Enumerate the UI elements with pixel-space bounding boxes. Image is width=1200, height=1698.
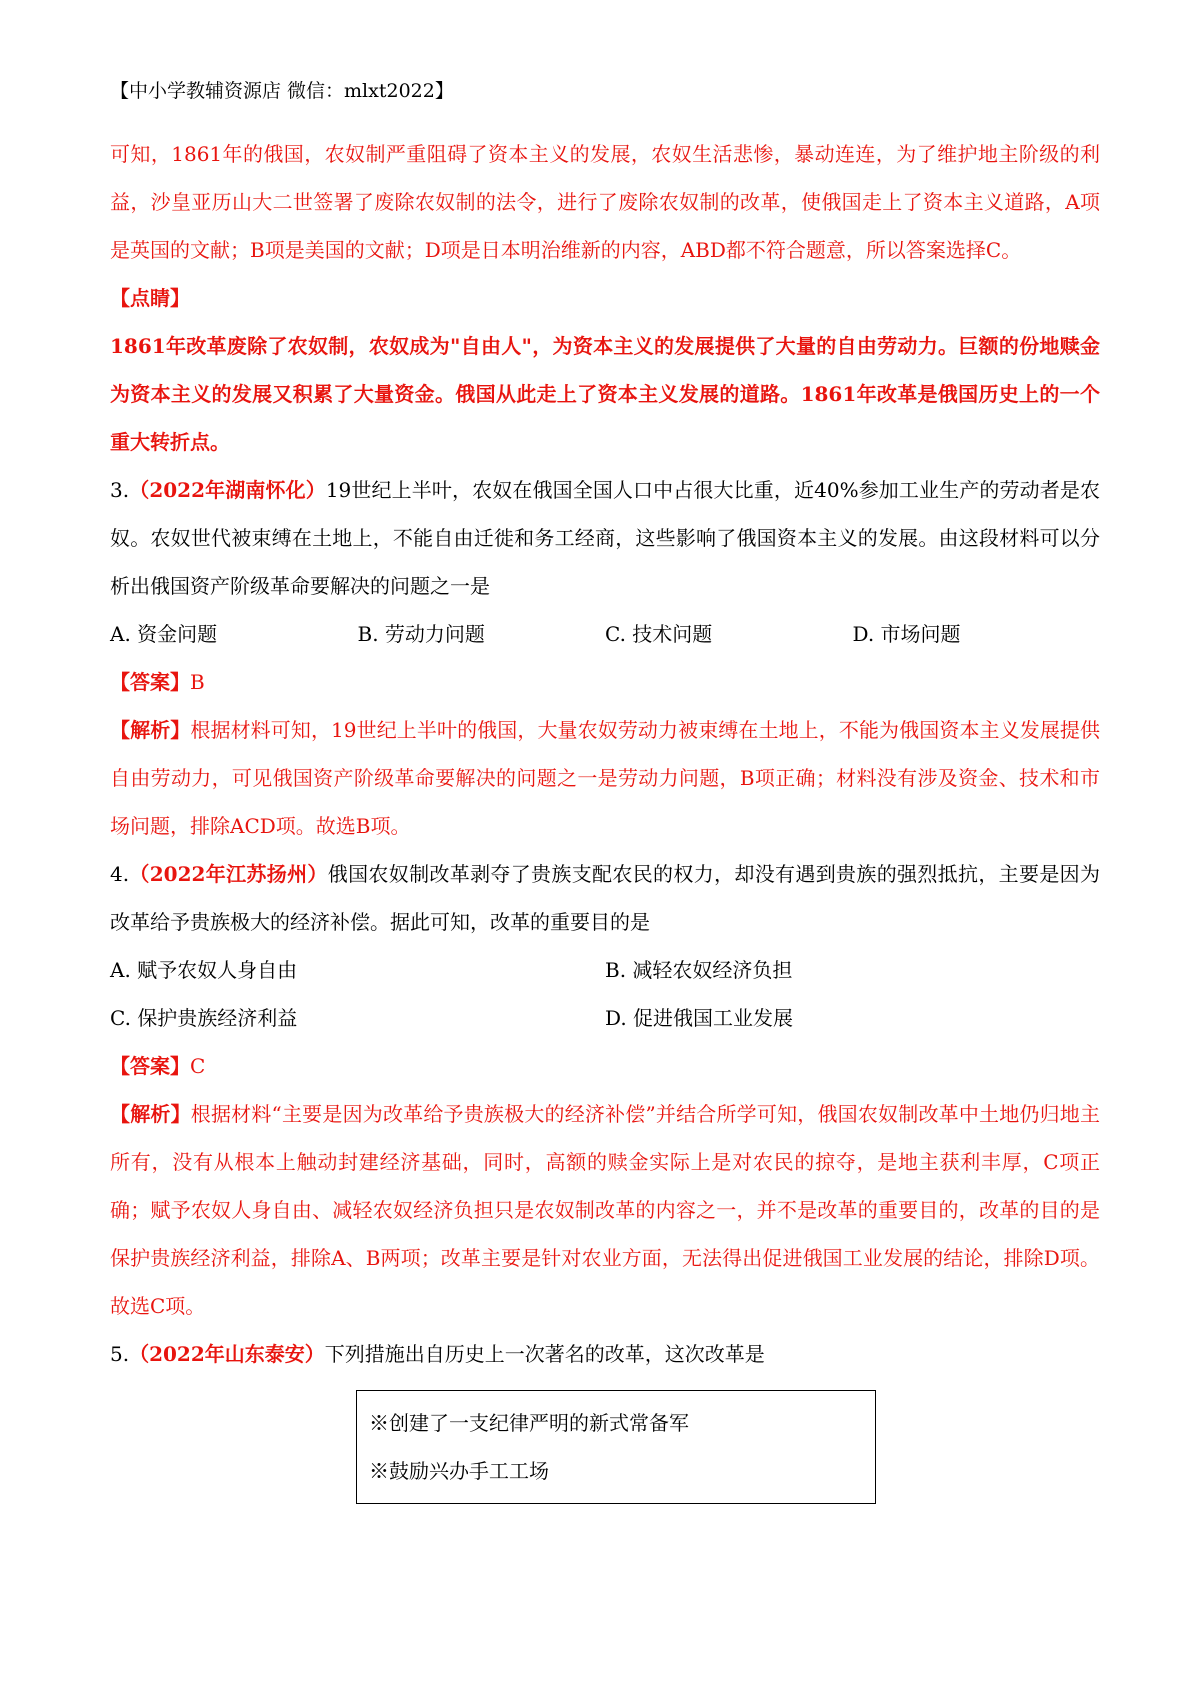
question-5 — [110, 1330, 1100, 1378]
question-3-answer — [110, 658, 1100, 706]
page-header: 【中小学教辅资源店 微信：mlxt2022】 — [110, 80, 454, 102]
analysis-label: 【解析】 — [110, 718, 191, 742]
question-source: （2022年湖南怀化） — [129, 478, 326, 502]
analysis-text: 根据材料可知，19世纪上半叶的俄国，大量农奴劳动力被束缚在土地上，不能为俄国资本主义发展提供自由劳动力，可见俄国资产阶级革命要解决的问题之一是劳动力问题，B项正确；材料没有涉及资金、技术和市场问题，排除ACD项。故选B项。 — [110, 718, 1101, 838]
question-number: 4. — [110, 862, 130, 886]
answer-value: B — [190, 670, 205, 694]
question-4-options-row-1 — [110, 946, 1100, 994]
answer-value: C — [190, 1054, 206, 1078]
question-3-analysis — [110, 706, 1100, 850]
option-d: D. 市场问题 — [852, 622, 961, 646]
question-4-analysis — [110, 1090, 1100, 1330]
question-4-options-row-2 — [110, 994, 1100, 1042]
previous-analysis-text: 可知，1861年的俄国，农奴制严重阻碍了资本主义的发展，农奴生活悲惨，暴动连连，为了维护地主阶级的利益，沙皇亚历山大二世签署了废除农奴制的法令，进行了废除农奴制的改革，使俄国走上了资本主义道路，A项是英国的文献；B项是美国的文献；D项是日本明治维新的内容，ABD都不符合题意，所以答案选择C。 — [110, 142, 1100, 262]
question-stem: 下列措施出自历史上一次著名的改革，这次改革是 — [324, 1342, 765, 1366]
material-item: ※创建了一支纪律严明的新式常备军 — [369, 1411, 689, 1435]
question-4-answer — [110, 1042, 1100, 1090]
option-b: B. 劳动力问题 — [357, 622, 485, 646]
option-d: D. 促进俄国工业发展 — [605, 1006, 794, 1030]
dianjing-label: 【点睛】 — [110, 286, 190, 310]
question-source: （2022年山东泰安） — [129, 1342, 325, 1366]
question-number: 3. — [110, 478, 130, 502]
question-3 — [110, 466, 1100, 610]
question-number: 5. — [110, 1342, 130, 1366]
question-source: （2022年江苏扬州） — [129, 862, 328, 886]
document-page — [110, 78, 1100, 1504]
dianjing-text: 1861年改革废除了农奴制，农奴成为"自由人"，为资本主义的发展提供了大量的自由劳动力。巨额的份地赎金为资本主义的发展又积累了大量资金。俄国从此走上了资本主义发展的道路。1861年改革是俄国历史上的一个重大转折点。 — [110, 334, 1100, 454]
analysis-label: 【解析】 — [110, 1102, 191, 1126]
answer-label: 【答案】 — [110, 1054, 190, 1078]
option-c: C. 保护贵族经济利益 — [110, 1006, 298, 1030]
option-a: A. 资金问题 — [110, 622, 218, 646]
question-3-options — [110, 610, 1100, 658]
question-stem: 19世纪上半叶，农奴在俄国全国人口中占很大比重，近40%参加工业生产的劳动者是农奴。农奴世代被束缚在土地上，不能自由迁徙和务工经商，这些影响了俄国资本主义的发展。由这段材料可以分析出俄国资产阶级革命要解决的问题之一是 — [110, 478, 1100, 598]
option-a: A. 赋予农奴人身自由 — [110, 958, 298, 982]
analysis-text: 根据材料“主要是因为改革给予贵族极大的经济补偿”并结合所学可知，俄国农奴制改革中土地仍归地主所有，没有从根本上触动封建经济基础，同时，高额的赎金实际上是对农民的掠夺，是地主获利丰厚，C项正确；赋予农奴人身自由、减轻农奴经济负担只是农奴制改革的内容之一，并不是改革的重要目的，改革的目的是保护贵族经济利益，排除A、B两项；改革主要是针对农业方面，无法得出促进俄国工业发展的结论，排除D项。故选C项。 — [110, 1102, 1100, 1318]
option-b: B. 减轻农奴经济负担 — [605, 958, 793, 982]
question-stem: 俄国农奴制改革剥夺了贵族支配农民的权力，却没有遇到贵族的强烈抵抗，主要是因为改革给予贵族极大的经济补偿。据此可知，改革的重要目的是 — [110, 862, 1101, 934]
material-item: ※鼓励兴办手工工场 — [369, 1459, 549, 1483]
question-4 — [110, 850, 1100, 946]
answer-label: 【答案】 — [110, 670, 190, 694]
option-c: C. 技术问题 — [605, 622, 713, 646]
material-box — [356, 1390, 876, 1504]
